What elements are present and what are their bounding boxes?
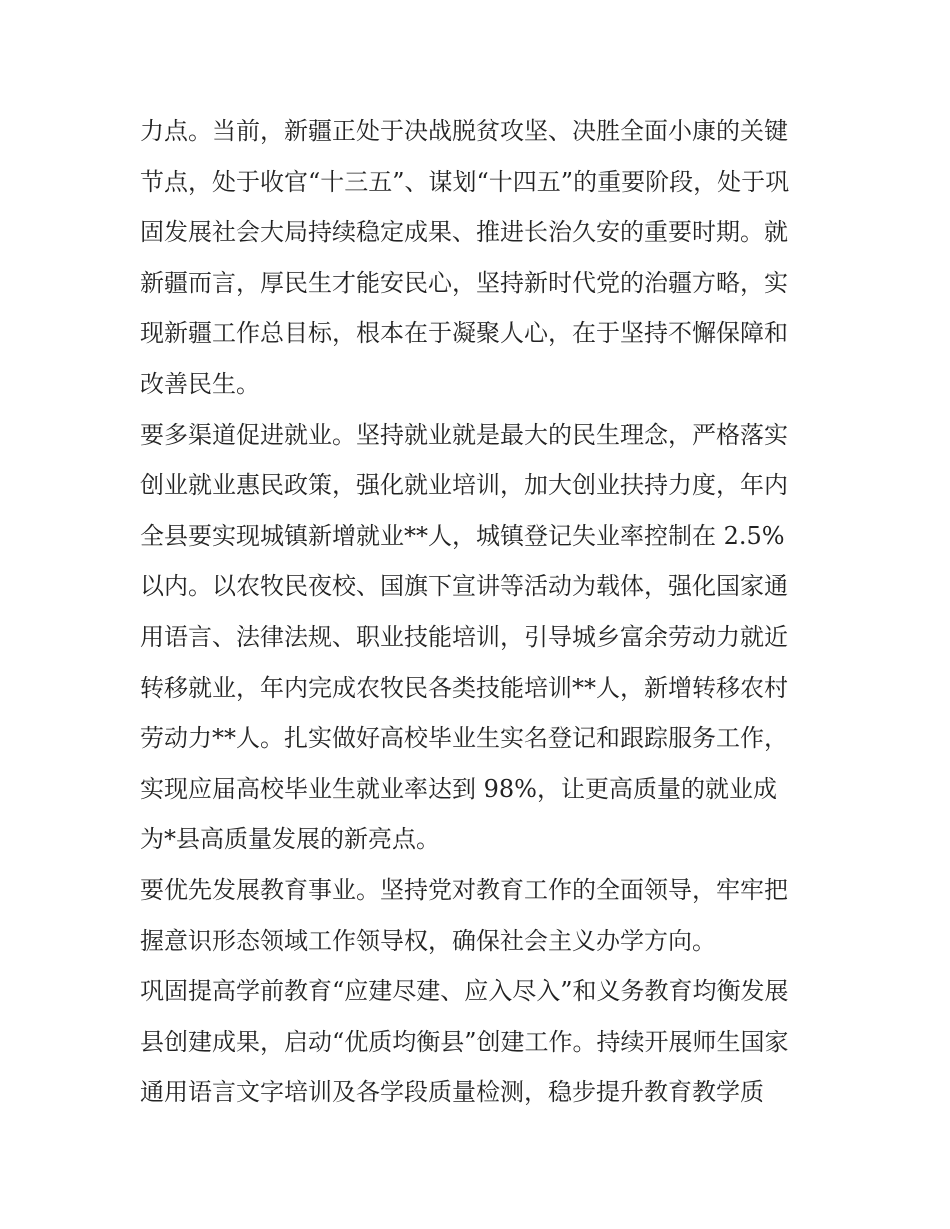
text-line: 为*县高质量发展的新亮点。 — [140, 825, 440, 854]
text-line: 力点。当前，新疆正处于决战脱贫攻坚、决胜全面小康的关键 — [140, 117, 788, 145]
text-line: 全县要实现城镇新增就业**人，城镇登记失业率控制在 2.5% — [140, 521, 785, 550]
text-line: 劳动力**人。扎实做好高校毕业生实名登记和跟踪服务工作， — [140, 724, 788, 753]
text-line: 实现应届高校毕业生就业率达到 98%，让更高质量的就业成 — [140, 774, 777, 803]
text-line: 用语言、法律法规、职业技能培训，引导城乡富余劳动力就近 — [140, 622, 788, 651]
text-line: 通用语言文字培训及各学段质量检测，稳步提升教育教学质 — [140, 1078, 764, 1107]
text-line: 转移就业，年内完成农牧民各类技能培训**人，新增转移农村 — [140, 673, 788, 702]
text-line: 巩固提高学前教育“应建尽建、应入尽入”和义务教育均衡发展 — [140, 977, 789, 1006]
text-line: 握意识形态领域工作领导权，确保社会主义办学方向。 — [140, 926, 716, 955]
text-line: 创业就业惠民政策，强化就业培训，加大创业扶持力度，年内 — [140, 471, 788, 500]
text-line: 改善民生。 — [140, 369, 260, 398]
document-body — [140, 106, 820, 1118]
text-line: 要多渠道促进就业。坚持就业就是最大的民生理念，严格落实 — [140, 420, 788, 449]
text-line: 节点，处于收官“十三五”、谋划“十四五”的重要阶段，处于巩 — [140, 167, 790, 196]
text-line: 要优先发展教育事业。坚持党对教育工作的全面领导，牢牢把 — [140, 875, 788, 904]
text-line: 以内。以农牧民夜校、国旗下宣讲等活动为载体，强化国家通 — [140, 572, 788, 601]
text-line: 固发展社会大局持续稳定成果、推进长治久安的重要时期。就 — [140, 218, 788, 247]
text-line: 县创建成果，启动“优质均衡县”创建工作。持续开展师生国家 — [140, 1027, 789, 1056]
text-line: 现新疆工作总目标，根本在于凝聚人心，在于坚持不懈保障和 — [140, 319, 788, 348]
text-line: 新疆而言，厚民生才能安民心，坚持新时代党的治疆方略，实 — [140, 268, 788, 297]
